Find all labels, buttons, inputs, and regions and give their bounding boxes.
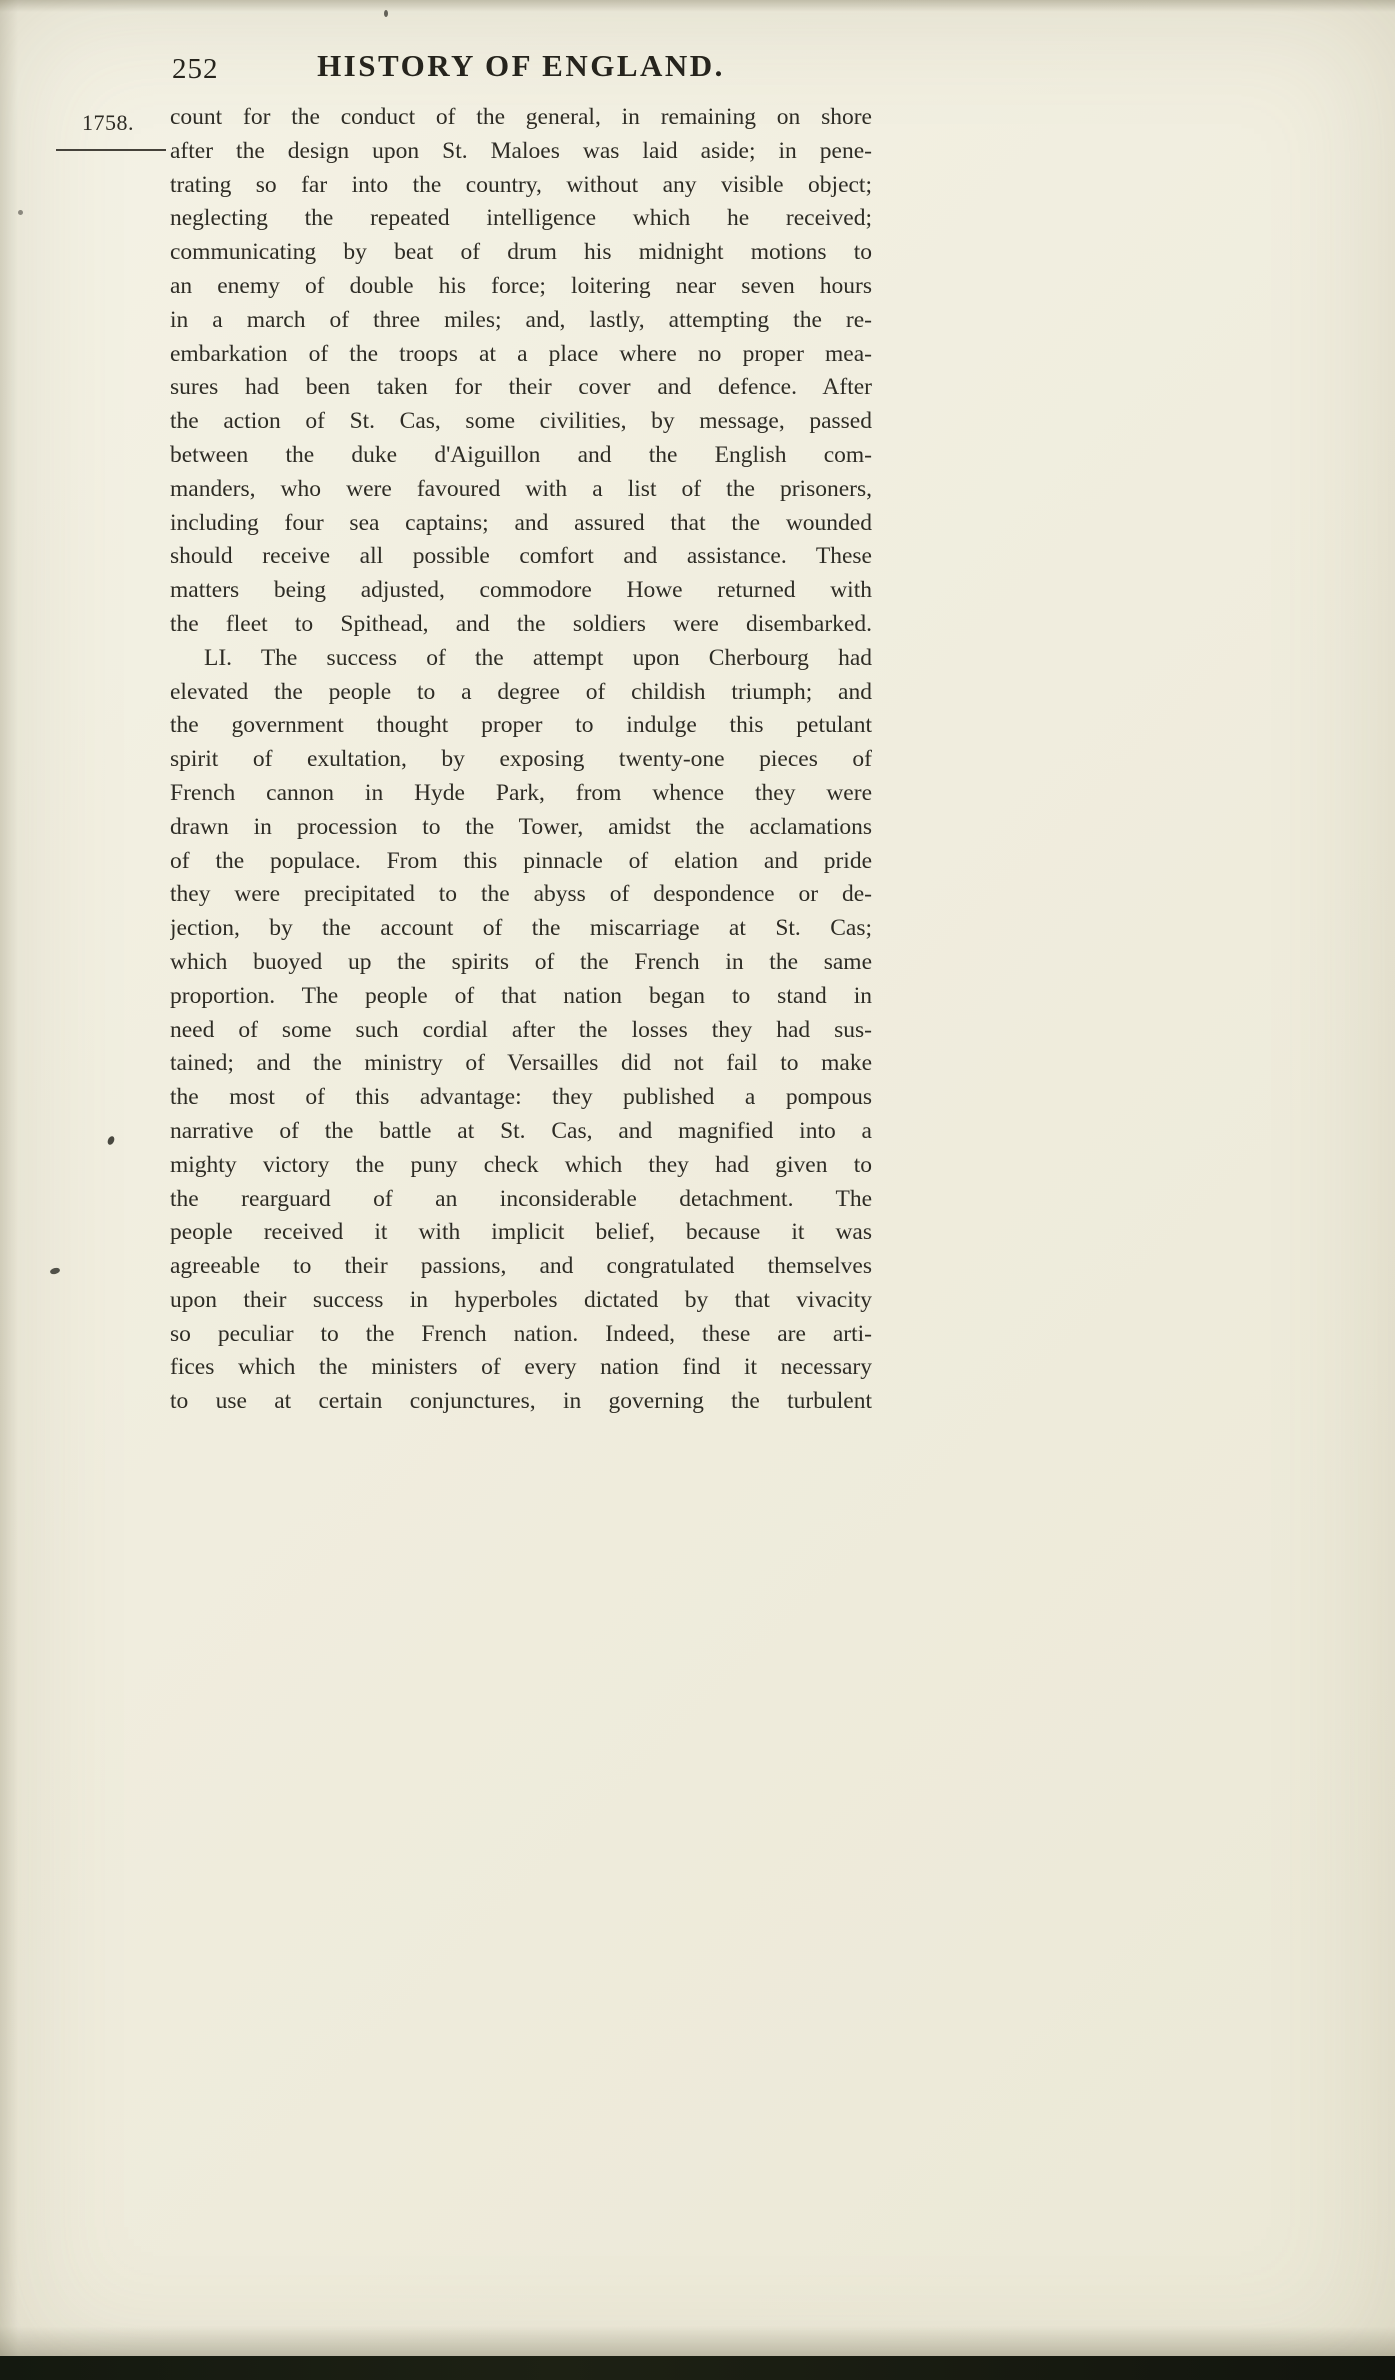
paragraph	[170, 101, 872, 642]
body-text	[170, 101, 872, 1419]
text-line: to use at certain conjunctures, in governing the turbulent	[170, 1388, 872, 1415]
text-line: people received it with implicit belief, because it was	[170, 1219, 872, 1246]
text-line: manders, who were favoured with a list of the prisoners,	[170, 475, 872, 502]
running-title: HISTORY OF ENGLAND.	[317, 48, 725, 83]
text-line: they were precipitated to the abyss of despondence or de-	[170, 881, 872, 908]
page-bottom-shadow	[0, 2326, 1395, 2356]
margin-year-note: 1758.	[82, 110, 134, 135]
text-line: upon their success in hyperboles dictated by that vivacity	[170, 1286, 872, 1313]
text-line: spirit of exultation, by exposing twenty-one pieces of	[170, 746, 872, 773]
text-line: narrative of the battle at St. Cas, and magnified into a	[170, 1117, 872, 1144]
page-number: 252	[172, 53, 219, 85]
page-left-shadow	[0, 0, 18, 2380]
text-line: proportion. The people of that nation began to stand in	[170, 982, 872, 1009]
text-line: agreeable to their passions, and congratulated themselves	[170, 1253, 872, 1280]
text-line: the fleet to Spithead, and the soldiers were disembarked.	[170, 610, 872, 637]
text-line: the most of this advantage: they published a pompous	[170, 1084, 872, 1111]
paragraph	[170, 642, 872, 1419]
text-line: after the design upon St. Maloes was laid aside; in pene-	[170, 137, 872, 164]
text-line: the rearguard of an inconsiderable detachment. The	[170, 1185, 872, 1212]
text-line: between the duke d'Aiguillon and the English com-	[170, 441, 872, 468]
text-line: communicating by beat of drum his midnight motions to	[170, 239, 872, 266]
text-line: so peculiar to the French nation. Indeed, these are arti-	[170, 1320, 872, 1347]
scan-edge-band	[0, 2356, 1395, 2380]
text-line: should receive all possible comfort and assistance. These	[170, 543, 872, 570]
margin-year-rule	[56, 149, 166, 151]
text-line: of the populace. From this pinnacle of elation and pride	[170, 847, 872, 874]
text-line: including four sea captains; and assured that the wounded	[170, 509, 872, 536]
text-line: neglecting the repeated intelligence which he received;	[170, 205, 872, 232]
text-line: fices which the ministers of every nation find it necessary	[170, 1354, 872, 1381]
text-line: count for the conduct of the general, in remaining on shore	[170, 104, 872, 130]
page-header	[170, 48, 872, 92]
text-line: drawn in procession to the Tower, amidst the acclamations	[170, 813, 872, 840]
text-line: LI. The success of the attempt upon Cherbourg had	[204, 644, 872, 671]
text-line: mighty victory the puny check which they had given to	[170, 1151, 872, 1178]
text-line: the government thought proper to indulge this petulant	[170, 712, 872, 739]
ink-speck	[384, 10, 388, 17]
text-line: in a march of three miles; and, lastly, attempting the re-	[170, 306, 872, 333]
text-line: jection, by the account of the miscarriage at St. Cas;	[170, 915, 872, 942]
text-line: French cannon in Hyde Park, from whence they were	[170, 779, 872, 806]
text-line: the action of St. Cas, some civilities, by message, passed	[170, 408, 872, 435]
page-top-shadow	[0, 0, 1395, 12]
text-line: embarkation of the troops at a place where no proper mea-	[170, 340, 872, 367]
ink-speck	[18, 210, 23, 215]
text-line: need of some such cordial after the losses they had sus-	[170, 1016, 872, 1043]
text-line: tained; and the ministry of Versailles did not fail to make	[170, 1050, 872, 1077]
text-line: which buoyed up the spirits of the French in the same	[170, 948, 872, 975]
ink-speck	[106, 1135, 115, 1146]
text-line: trating so far into the country, without any visible object;	[170, 171, 872, 198]
text-line: an enemy of double his force; loitering near seven hours	[170, 272, 872, 299]
text-line: sures had been taken for their cover and defence. After	[170, 374, 872, 401]
text-line: matters being adjusted, commodore Howe returned with	[170, 577, 872, 604]
ink-speck	[49, 1267, 60, 1275]
text-line: elevated the people to a degree of childish triumph; and	[170, 678, 872, 705]
